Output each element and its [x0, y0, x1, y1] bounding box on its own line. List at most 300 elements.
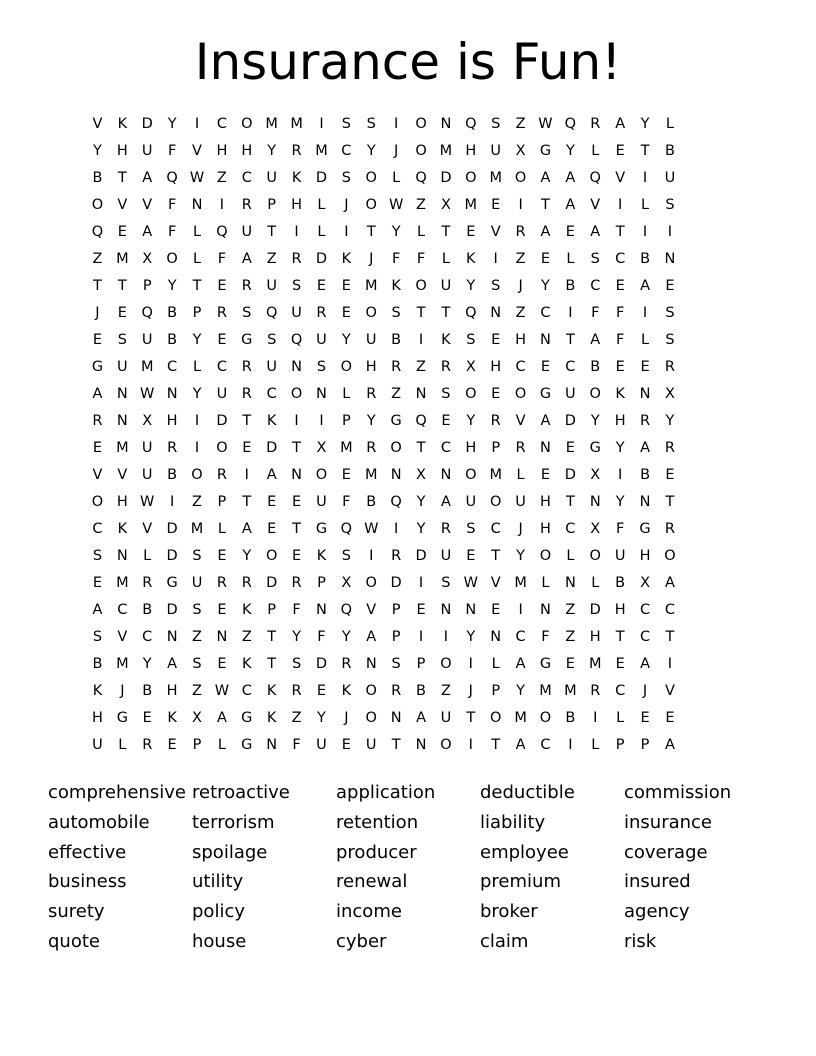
grid-letter: Y [615, 440, 625, 456]
grid-letter: R [590, 683, 601, 699]
grid-letter: O [365, 197, 377, 213]
grid-letter: U [316, 494, 327, 510]
grid-letter: L [192, 224, 202, 240]
word-bank-item: business [48, 871, 127, 893]
grid-letter: L [566, 548, 575, 564]
grid-letter: R [92, 413, 103, 429]
grid-letter: N [216, 629, 228, 645]
grid-letter: H [166, 413, 178, 429]
grid-letter: E [491, 332, 501, 348]
grid-letter: F [167, 197, 177, 213]
grid-letter: V [366, 602, 377, 618]
grid-letter: A [515, 656, 526, 672]
grid-letter: I [443, 629, 449, 645]
grid-letter: U [365, 332, 377, 348]
grid-letter: E [316, 278, 327, 294]
grid-letter: Z [416, 359, 426, 375]
grid-letter: O [489, 710, 502, 726]
grid-letter: P [491, 440, 501, 456]
grid-letter: I [369, 548, 374, 564]
grid-letter: J [518, 521, 523, 537]
grid-letter: W [388, 197, 404, 213]
grid-letter: U [565, 386, 576, 402]
grid-letter: O [216, 440, 228, 456]
grid-letter: I [194, 116, 200, 132]
word-bank-item: application [336, 782, 436, 803]
grid-letter: L [566, 251, 575, 267]
grid-letter: E [665, 467, 675, 483]
grid-letter: V [117, 629, 128, 645]
grid-letter: M [265, 116, 278, 132]
grid-letter: N [166, 629, 178, 645]
grid-letter: M [489, 467, 502, 483]
grid-letter: K [242, 656, 252, 672]
grid-letter: H [490, 359, 502, 375]
grid-letter: G [91, 359, 104, 375]
grid-letter: K [266, 683, 277, 699]
grid-row [85, 165, 733, 192]
grid-letter: V [192, 143, 202, 159]
grid-letter: H [465, 143, 477, 159]
grid-letter: P [391, 602, 401, 618]
grid-letter: B [167, 332, 178, 348]
grid-letter: E [615, 359, 625, 375]
grid-letter: F [615, 305, 625, 321]
grid-letter: O [365, 170, 377, 186]
grid-letter: A [416, 710, 426, 726]
grid-letter: R [664, 440, 675, 456]
grid-letter: E [540, 251, 551, 267]
grid-letter: I [194, 413, 200, 429]
grid-letter: I [593, 710, 598, 726]
grid-letter: X [316, 440, 327, 456]
grid-letter: L [591, 143, 600, 159]
grid-letter: I [393, 521, 399, 537]
grid-row [85, 570, 733, 597]
grid-letter: Y [416, 494, 426, 510]
grid-letter: A [565, 170, 576, 186]
grid-letter: A [615, 116, 626, 132]
grid-letter: O [514, 170, 527, 186]
grid-letter: H [614, 413, 626, 429]
grid-letter: W [140, 386, 155, 402]
grid-letter: A [142, 224, 153, 240]
grid-letter: N [266, 737, 278, 753]
grid-letter: T [541, 197, 550, 213]
grid-letter: O [589, 386, 601, 402]
grid-letter: S [391, 305, 401, 321]
grid-letter: K [266, 710, 277, 726]
grid-letter: N [639, 386, 651, 402]
grid-letter: S [491, 116, 501, 132]
word-bank-item: renewal [336, 871, 408, 893]
grid-letter: D [440, 170, 452, 186]
grid-letter: S [192, 548, 202, 564]
grid-letter: L [491, 656, 500, 672]
grid-letter: I [618, 197, 623, 213]
grid-letter: C [639, 602, 651, 618]
grid-letter: G [241, 332, 253, 348]
grid-letter: V [92, 467, 103, 483]
grid-letter: E [665, 278, 675, 294]
word-bank-item: cyber [336, 930, 387, 952]
grid-letter: A [440, 494, 451, 510]
grid-letter: G [589, 440, 601, 456]
grid-letter: G [390, 413, 402, 429]
grid-letter: I [568, 737, 573, 753]
grid-letter: R [142, 737, 153, 753]
grid-letter: Y [565, 143, 575, 159]
grid-letter: R [440, 521, 451, 537]
grid-row [85, 300, 733, 327]
grid-letter: N [440, 116, 452, 132]
grid-letter: D [166, 602, 178, 618]
grid-letter: T [565, 332, 575, 348]
grid-letter: I [393, 116, 399, 132]
grid-letter: F [167, 224, 177, 240]
grid-letter: C [565, 521, 576, 537]
word-bank-item: terrorism [192, 811, 275, 833]
grid-letter: J [518, 278, 523, 294]
grid-letter: V [490, 575, 501, 591]
grid-letter: U [141, 467, 153, 483]
grid-letter: I [568, 305, 573, 321]
grid-letter: T [615, 224, 625, 240]
grid-letter: W [189, 170, 205, 186]
grid-letter: S [192, 656, 202, 672]
grid-letter: E [441, 413, 451, 429]
grid-letter: Z [241, 629, 252, 645]
grid-letter: Y [341, 629, 351, 645]
grid-letter: E [416, 602, 426, 618]
grid-letter: K [242, 602, 252, 618]
grid-letter: I [319, 413, 324, 429]
grid-letter: X [465, 359, 476, 375]
grid-letter: K [266, 413, 277, 429]
grid-letter: C [440, 440, 451, 456]
grid-letter: N [166, 386, 178, 402]
grid-letter: A [540, 170, 551, 186]
grid-letter: G [116, 710, 128, 726]
grid-letter: U [440, 710, 452, 726]
grid-letter: U [291, 305, 302, 321]
grid-letter: I [194, 440, 200, 456]
grid-row [85, 516, 733, 543]
grid-letter: C [515, 359, 526, 375]
grid-letter: M [464, 197, 478, 213]
grid-letter: Z [515, 116, 526, 132]
grid-letter: S [341, 548, 351, 564]
grid-letter: E [267, 521, 277, 537]
grid-letter: L [317, 224, 326, 240]
grid-letter: T [391, 737, 401, 753]
word-bank-item: commission [624, 782, 732, 803]
grid-letter: L [616, 710, 625, 726]
grid-letter: U [141, 143, 153, 159]
grid-letter: E [217, 602, 227, 618]
grid-letter: S [117, 332, 127, 348]
grid-letter: U [117, 359, 128, 375]
grid-letter: Q [390, 494, 402, 510]
grid-letter: N [390, 710, 402, 726]
grid-row [85, 381, 733, 408]
word-bank [48, 778, 768, 957]
grid-letter: N [440, 602, 452, 618]
word-bank-item: premium [480, 871, 561, 893]
grid-row [85, 543, 733, 570]
grid-letter: W [538, 116, 553, 132]
grid-letter: I [418, 575, 424, 591]
grid-letter: E [665, 710, 675, 726]
grid-letter: S [316, 359, 327, 375]
grid-row [85, 408, 733, 435]
grid-letter: R [664, 359, 675, 375]
grid-letter: D [166, 521, 178, 537]
grid-letter: A [664, 575, 675, 591]
grid-letter: C [639, 629, 651, 645]
grid-letter: H [540, 521, 551, 537]
grid-letter: O [465, 467, 477, 483]
grid-letter: F [416, 251, 426, 267]
grid-letter: V [590, 197, 601, 213]
grid-letter: C [216, 116, 227, 132]
grid-letter: Z [92, 251, 103, 267]
grid-letter: Y [615, 494, 625, 510]
grid-letter: Q [340, 602, 353, 618]
grid-letter: A [590, 224, 601, 240]
grid-row [85, 651, 733, 678]
grid-row [85, 138, 733, 165]
grid-letter: B [590, 359, 601, 375]
grid-letter: N [316, 602, 327, 618]
grid-letter: D [315, 656, 328, 672]
grid-letter: L [416, 224, 426, 240]
grid-letter: G [539, 386, 552, 402]
grid-letter: I [294, 413, 299, 429]
grid-row [85, 219, 733, 246]
grid-letter: Y [192, 386, 202, 402]
grid-letter: X [192, 710, 202, 726]
grid-letter: Y [366, 143, 376, 159]
word-bank-item: retention [336, 811, 419, 833]
grid-letter: C [565, 359, 576, 375]
grid-letter: S [267, 332, 277, 348]
grid-letter: O [539, 710, 552, 726]
grid-letter: Q [166, 170, 178, 186]
grid-letter: O [589, 548, 601, 564]
word-bank-item: risk [624, 930, 657, 952]
grid-letter: I [418, 332, 424, 348]
grid-letter: A [664, 737, 675, 753]
word-bank-item: coverage [624, 841, 708, 863]
grid-letter: X [142, 251, 153, 267]
grid-letter: T [93, 278, 102, 294]
grid-letter: E [565, 656, 575, 672]
grid-letter: Q [216, 224, 228, 240]
grid-letter: X [590, 521, 601, 537]
grid-letter: C [615, 683, 626, 699]
grid-letter: K [441, 332, 451, 348]
grid-letter: O [440, 737, 452, 753]
grid-letter: Q [340, 521, 353, 537]
grid-letter: M [439, 143, 453, 159]
grid-letter: J [120, 683, 125, 699]
grid-letter: T [615, 629, 625, 645]
grid-letter: C [216, 359, 227, 375]
grid-letter: P [491, 683, 501, 699]
grid-letter: E [491, 386, 501, 402]
grid-letter: U [241, 224, 253, 240]
grid-letter: Y [93, 143, 102, 159]
grid-letter: O [390, 440, 402, 456]
grid-letter: B [142, 683, 153, 699]
grid-letter: O [365, 683, 377, 699]
grid-row [85, 354, 733, 381]
grid-letter: H [365, 359, 377, 375]
grid-letter: M [116, 575, 129, 591]
grid-letter: V [490, 224, 501, 240]
grid-letter: O [365, 305, 377, 321]
grid-letter: O [465, 170, 477, 186]
grid-letter: N [415, 386, 427, 402]
grid-letter: Q [415, 170, 427, 186]
grid-letter: Y [590, 413, 600, 429]
grid-letter: N [589, 494, 601, 510]
grid-letter: H [614, 602, 626, 618]
grid-letter: E [466, 224, 476, 240]
grid-letter: V [664, 683, 675, 699]
grid-letter: N [490, 305, 502, 321]
grid-letter: C [117, 602, 128, 618]
grid-letter: P [341, 413, 351, 429]
grid-letter: L [118, 737, 127, 753]
grid-letter: D [216, 413, 228, 429]
grid-letter: D [315, 170, 328, 186]
grid-letter: A [366, 629, 377, 645]
grid-letter: L [392, 170, 401, 186]
word-bank-item: house [192, 930, 247, 952]
grid-letter: I [518, 197, 523, 213]
grid-letter: P [615, 737, 625, 753]
grid-letter: N [291, 467, 302, 483]
grid-letter: T [292, 440, 301, 456]
grid-letter: M [364, 467, 378, 483]
grid-letter: Q [265, 305, 278, 321]
grid-letter: E [242, 440, 252, 456]
grid-letter: B [92, 170, 103, 186]
grid-letter: I [219, 197, 225, 213]
grid-letter: C [490, 521, 501, 537]
grid-letter: U [664, 170, 676, 186]
grid-letter: D [266, 440, 278, 456]
grid-letter: M [589, 656, 602, 672]
grid-letter: U [465, 494, 477, 510]
grid-letter: I [319, 116, 324, 132]
grid-letter: N [465, 602, 477, 618]
grid-letter: E [540, 467, 551, 483]
grid-letter: I [667, 656, 673, 672]
grid-letter: M [116, 440, 129, 456]
grid-letter: N [116, 386, 128, 402]
grid-letter: U [440, 548, 452, 564]
word-bank-item: utility [192, 871, 244, 893]
grid-letter: R [664, 521, 675, 537]
grid-letter: E [267, 494, 277, 510]
grid-letter: E [341, 278, 351, 294]
grid-letter: U [316, 332, 327, 348]
grid-letter: K [117, 521, 128, 537]
word-bank-item: comprehensive [48, 782, 186, 803]
grid-letter: O [415, 278, 427, 294]
grid-letter: Y [416, 521, 426, 537]
grid-letter: G [639, 521, 651, 537]
word-bank-item: effective [48, 841, 127, 863]
grid-row [85, 705, 733, 732]
grid-letter: E [491, 197, 501, 213]
grid-letter: R [167, 440, 178, 456]
grid-letter: F [615, 332, 625, 348]
grid-letter: Z [216, 170, 227, 186]
grid-letter: L [541, 575, 550, 591]
grid-letter: L [192, 251, 202, 267]
grid-letter: E [92, 332, 103, 348]
grid-letter: O [91, 494, 104, 510]
grid-letter: B [565, 278, 576, 294]
grid-letter: F [591, 305, 600, 321]
grid-row [85, 732, 733, 759]
grid-letter: U [266, 359, 277, 375]
word-bank-item: spoilage [192, 841, 268, 863]
grid-letter: U [266, 170, 277, 186]
grid-letter: R [291, 143, 302, 159]
grid-letter: Y [391, 224, 401, 240]
grid-letter: S [341, 116, 351, 132]
grid-letter: R [490, 413, 501, 429]
grid-row [85, 462, 733, 489]
grid-letter: B [142, 602, 153, 618]
grid-letter: Z [416, 197, 426, 213]
grid-letter: L [217, 521, 226, 537]
grid-letter: F [391, 251, 401, 267]
grid-letter: R [216, 305, 227, 321]
grid-letter: F [317, 629, 326, 645]
grid-letter: B [92, 656, 103, 672]
grid-letter: F [541, 629, 550, 645]
grid-letter: Q [465, 116, 477, 132]
grid-letter: B [640, 467, 651, 483]
grid-letter: A [640, 278, 650, 294]
grid-row [85, 678, 733, 705]
grid-letter: K [615, 386, 625, 402]
grid-letter: L [591, 737, 600, 753]
word-bank-item: income [336, 901, 402, 923]
grid-letter: E [217, 656, 227, 672]
word-bank-item: deductible [480, 782, 575, 803]
letter-grid [85, 111, 733, 759]
grid-letter: C [540, 737, 551, 753]
grid-letter: F [342, 494, 351, 510]
word-bank-item: employee [480, 841, 569, 863]
grid-letter: B [366, 494, 377, 510]
grid-letter: R [291, 683, 302, 699]
grid-letter: S [391, 656, 401, 672]
grid-letter: C [515, 629, 526, 645]
grid-letter: E [341, 737, 351, 753]
word-bank-item: claim [480, 930, 529, 952]
grid-letter: E [117, 224, 127, 240]
grid-letter: J [393, 143, 399, 159]
grid-letter: T [416, 440, 426, 456]
